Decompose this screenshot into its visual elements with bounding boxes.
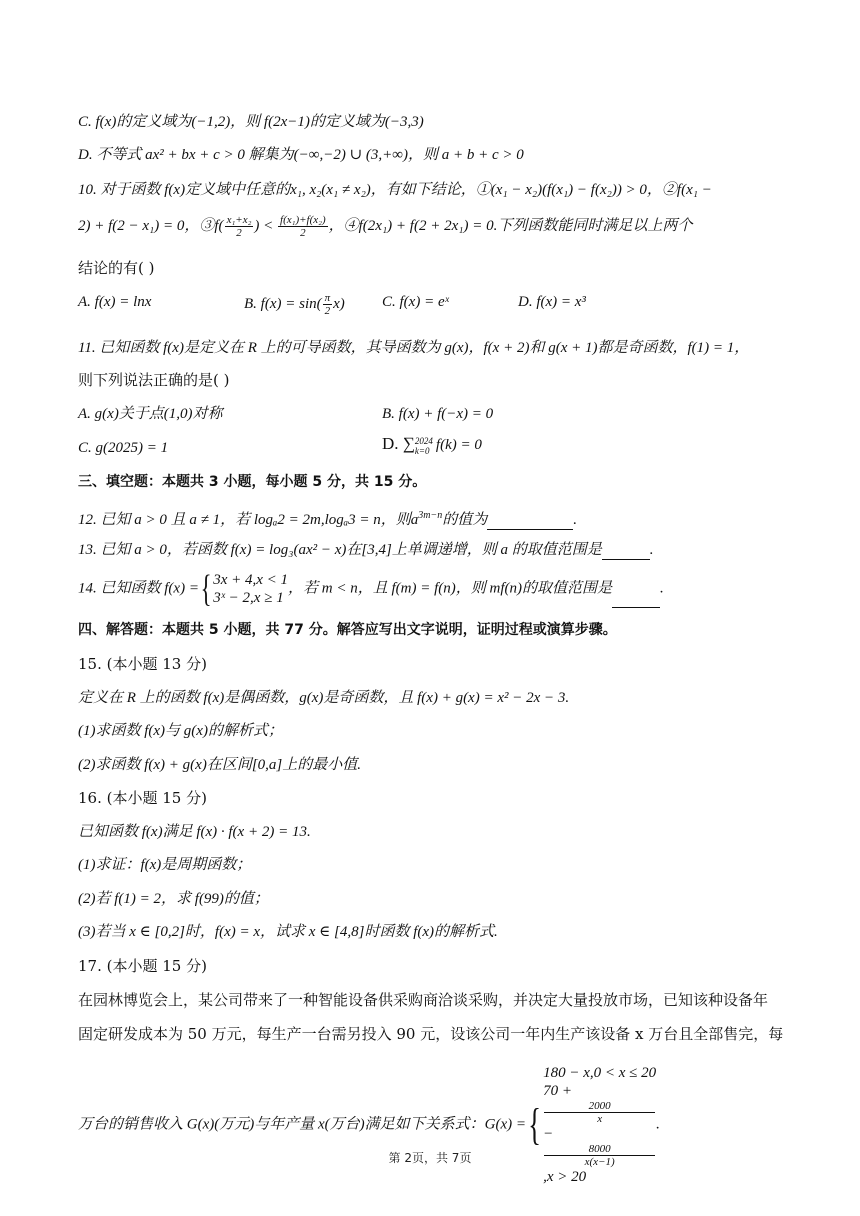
q11-option-b: B. f(x) + f(−x) = 0 (382, 406, 494, 422)
q15-line3: (2)求函数 f(x) + g(x)在区间[0,a]上的最小值. (78, 757, 362, 773)
q11-options-cd (78, 434, 482, 458)
q16-line3: (2)若 f(1) = 2，求 f(99)的值； (78, 891, 269, 907)
q16-line2: (1)求证：f(x)是周期函数； (78, 857, 252, 873)
page-footer: 第 2页，共 7页 (388, 1151, 472, 1165)
q11-option-c: C. g(2025) = 1 (78, 440, 169, 456)
q10-option-c: C. f(x) = eˣ (382, 294, 449, 310)
q11-option-a: A. g(x)关于点(1,0)对称 (78, 406, 223, 422)
q10-frac-mean-x: $\frac{\text{x₁+x₂}}{2}$ (226, 214, 252, 239)
q10-option-a: A. f(x) = lnx (78, 294, 152, 310)
q11-line2: 则下列说法正确的是( ) (78, 371, 230, 389)
answer-blank-14[interactable] (612, 593, 660, 608)
q10-option-d: D. f(x) = x³ (518, 294, 586, 310)
q17-piecewise: 180 − x,0 < x ≤ 20 70 + 2000 x − 8000 x(x−1) ,x > 20 (543, 1065, 657, 1185)
section-answers: 四、解答题：本题共 5 小题，共 77 分。解答应写出文字说明，证明过程或演算步骤。 (78, 622, 617, 638)
q17-line3: 万台的销售收入 G(x)(万元)与年产量 x(万台)满足如下关系式：G(x) ={ 180 − x,0 < x ≤ 20 70 + 2000 x − 8000 x(x−1) ,x > 20 . (78, 1065, 660, 1185)
q10-line3: 结论的有( ) (78, 259, 155, 277)
q11-options-ab (78, 404, 494, 424)
q17-heading: 17. (本小题 15 分) (78, 957, 207, 975)
q15-line2: (1)求函数 f(x)与 g(x)的解析式； (78, 723, 283, 739)
q14: 14. 已知函数 f(x) ={ 3x + 4,x < 1 3ˣ − 2,x ≥ 1 ，若 m < n，且 f(m) = f(n)，则 mf(n)的取值范围是 . (78, 568, 664, 610)
q15-heading: 15. (本小题 13 分) (78, 655, 207, 673)
q10-line2: 2) + f(2 − x₁) = 0，③f( $\frac{\text{x₁+x₂}}{2}$ ) < $\frac{\text{f(x₁)+f(x₂)}}{2}$ ，④f(2x₁) + f(2 + 2x₁) = 0.下列函数能同时满足以上两个 (78, 214, 693, 239)
q10-line1: 10. 对于函数 f(x)定义域中任意的x₁, x₂(x₁ ≠ x₂)，有如下结论，①(x₁ − x₂)(f(x₁) − f(x₂)) > 0，②f(x₁ − (78, 182, 712, 198)
q17-line1: 在园林博览会上，某公司带来了一种智能设备供采购商洽谈采购，并决定大量投放市场，已知该种设备年 (78, 991, 769, 1009)
q16-heading: 16. (本小题 15 分) (78, 789, 207, 807)
q14-piecewise: 3x + 4,x < 1 3ˣ − 2,x ≥ 1 (213, 572, 289, 606)
section-fill-blank: 三、填空题：本题共 3 小题，每小题 5 分，共 15 分。 (78, 474, 427, 490)
q10-option-b: B. f(x) = sin( $\frac{\pi}{2}$ x) (244, 292, 345, 317)
q16-line1: 已知函数 f(x)满足 f(x) · f(x + 2) = 13. (78, 824, 311, 840)
option-9c: C. f(x)的定义域为(−1,2)，则 f(2x−1)的定义域为(−3,3) (78, 114, 424, 130)
q11-option-d: D. ∑ 2024 k=0 f(k) = 0 (382, 434, 482, 456)
q10-frac-mean-f: $\frac{\text{f(x₁)+f(x₂)}}{2}$ (280, 214, 326, 239)
option-9d: D. 不等式 ax² + bx + c > 0 解集为(−∞,−2) ∪ (3,+∞)，则 a + b + c > 0 (78, 147, 524, 163)
answer-blank-12[interactable] (487, 515, 573, 530)
q12: 12. 已知 a > 0 且 a ≠ 1，若 logₐ2 = 2m,logₐ3 = n，则$a^{3m-n}$的值为 . (78, 510, 578, 528)
q10-options (78, 292, 586, 317)
answer-blank-13[interactable] (602, 545, 650, 560)
q13: 13. 已知 a > 0，若函数 f(x) = log₃(ax² − x)在[3,4]上单调递增，则 a 的取值范围是 . (78, 542, 654, 558)
q11-line1: 11. 已知函数 f(x)是定义在 R 上的可导函数，其导函数为 g(x)，f(x + 2)和 g(x + 1)都是奇函数，f(1) = 1， (78, 340, 750, 356)
q16-line4: (3)若当 x ∈ [0,2]时，f(x) = x，试求 x ∈ [4,8]时函数 f(x)的解析式. (78, 924, 498, 940)
q15-line1: 定义在 R 上的函数 f(x)是偶函数，g(x)是奇函数，且 f(x) + g(x) = x² − 2x − 3. (78, 690, 570, 706)
q17-line2: 固定研发成本为 50 万元，每生产一台需另投入 90 元，设该公司一年内生产该设备 x 万台且全部售完，每 (78, 1025, 784, 1043)
